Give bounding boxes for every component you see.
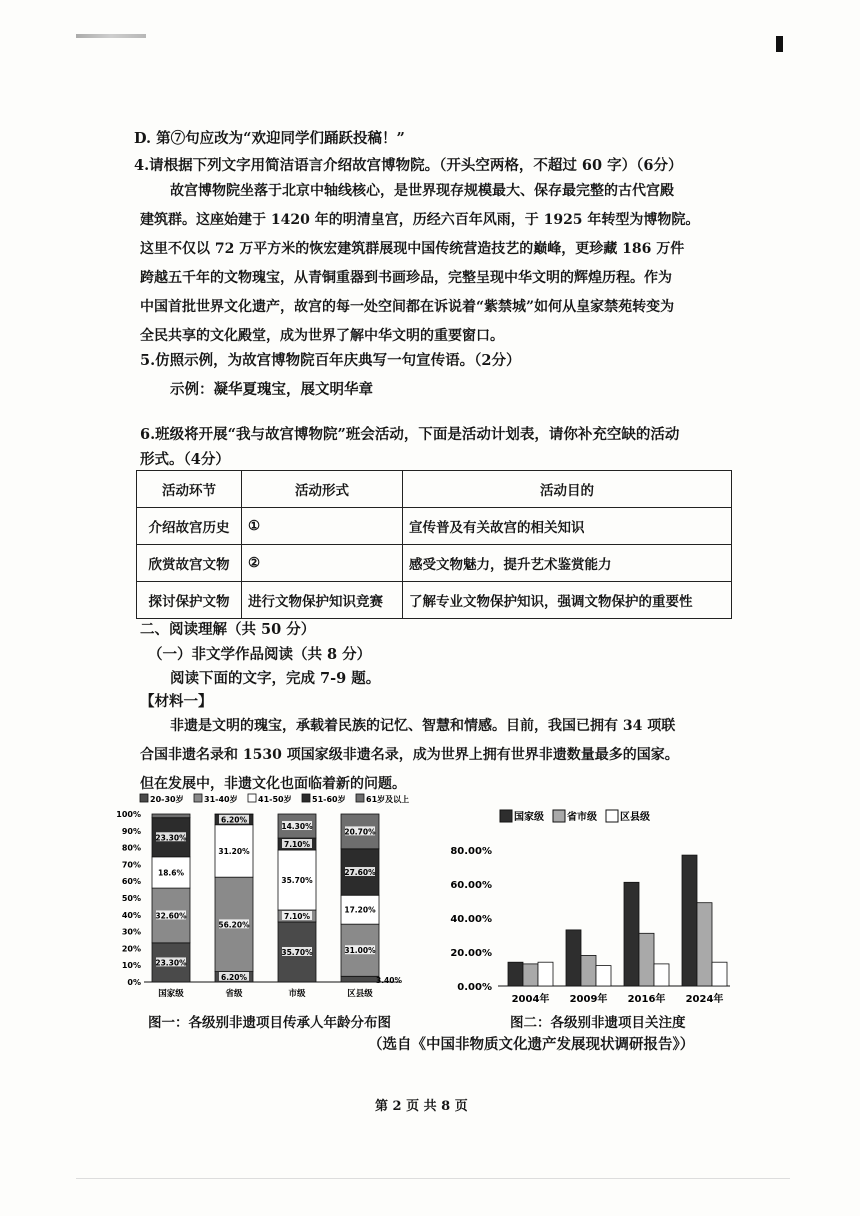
y-tick-label: 20%: [121, 944, 141, 954]
data-label: 17.20%: [344, 905, 376, 915]
data-label: 56.20%: [218, 920, 250, 930]
table-cell: 宣传普及有关故宫的相关知识: [403, 508, 732, 545]
passage-line: 全民共享的文化殿堂，成为世界了解中华文明的重要窗口。: [140, 328, 504, 344]
data-label: 32.60%: [155, 911, 187, 921]
scan-artifact: [76, 34, 146, 38]
legend-label: 国家级: [514, 812, 544, 823]
table-cell: 介绍故宫历史: [137, 508, 242, 545]
divider: [76, 1178, 790, 1179]
table-cell: ②: [242, 545, 403, 582]
legend-label: 31-40岁: [204, 795, 238, 804]
age-distribution-chart: [110, 790, 410, 1006]
legend-swatch: [194, 794, 202, 802]
chart2-caption: 图二：各级别非遗项目关注度: [510, 1015, 686, 1031]
bar-segment: [341, 976, 379, 982]
table-header: 活动目的: [403, 471, 732, 508]
table-cell: 探讨保护文物: [137, 582, 242, 619]
table-row: [137, 582, 732, 619]
bar: [697, 903, 712, 986]
bar: [712, 962, 727, 986]
data-label: 35.70%: [281, 947, 313, 957]
passage-line: 中国首批世界文化遗产，故宫的每一处空间都在诉说着“紫禁城”如何从皇家禁苑转变为: [140, 299, 675, 315]
data-label: 23.30%: [155, 958, 187, 968]
q6-title-cont: 形式。（4分）: [140, 451, 230, 468]
passage-line: 建筑群。这座始建于 1420 年的明清皇宫，历经六百年风雨，于 1925 年转型为博物院。: [140, 212, 700, 228]
table-row: [137, 545, 732, 582]
y-tick-label: 0.00%: [457, 982, 492, 993]
y-tick-label: 30%: [121, 927, 141, 937]
legend-label: 20-30岁: [150, 795, 184, 804]
data-label: 35.70%: [281, 876, 313, 886]
legend-swatch: [302, 794, 310, 802]
y-tick-label: 0%: [127, 978, 141, 987]
data-label: 31.20%: [218, 846, 250, 856]
legend-label: 省市级: [567, 812, 597, 823]
y-tick-label: 70%: [121, 860, 141, 870]
data-label: 3.40%: [375, 976, 403, 986]
material-passage: [140, 712, 710, 799]
y-tick-label: 40.00%: [450, 914, 492, 925]
x-tick-label: 2009年: [569, 994, 608, 1005]
y-tick-label: 60%: [121, 877, 141, 887]
bar: [654, 964, 669, 986]
x-tick-label: 2024年: [685, 994, 724, 1005]
data-label: 20.70%: [344, 827, 376, 837]
data-label: 18.6%: [157, 868, 185, 878]
legend-label: 区县级: [620, 812, 650, 823]
legend-swatch: [606, 810, 618, 822]
data-label: 27.60%: [344, 868, 376, 878]
legend-swatch: [356, 794, 364, 802]
bar: [624, 882, 639, 986]
passage-line: 这里不仅以 72 万平方米的恢宏建筑群展现中国传统营造技艺的巅峰，更珍藏 186 万件: [140, 241, 685, 257]
source-note: （选自《中国非物质文化遗产发展现状调研报告》）: [368, 1036, 695, 1053]
passage-line: 非遗是文明的瑰宝，承载着民族的记忆、智慧和情感。目前，我国已拥有 34 项联: [170, 718, 676, 734]
y-tick-label: 10%: [121, 961, 141, 971]
bar: [523, 964, 538, 986]
x-tick-label: 国家级: [158, 989, 184, 999]
bar: [538, 962, 553, 986]
activity-plan-table: [136, 470, 732, 619]
legend-swatch: [140, 794, 148, 802]
attention-chart: [440, 800, 740, 1012]
y-tick-label: 80%: [121, 843, 141, 853]
bar: [566, 930, 581, 986]
data-label: 7.10%: [283, 911, 311, 921]
chart1-caption: 图一：各级别非遗项目传承人年龄分布图: [148, 1015, 391, 1031]
legend-label: 61岁及以上: [366, 795, 410, 804]
bar: [639, 933, 654, 986]
option-d: D. 第⑦句应改为“欢迎同学们踊跃投稿！”: [134, 130, 405, 147]
y-tick-label: 50%: [121, 894, 141, 903]
x-tick-label: 市级: [288, 989, 306, 999]
x-tick-label: 省级: [225, 989, 243, 999]
q5-title: 5.仿照示例，为故宫博物院百年庆典写一句宣传语。（2分）: [140, 352, 521, 369]
legend-label: 41-50岁: [258, 795, 292, 804]
passage-line: 故宫博物院坐落于北京中轴线核心，是世界现存规模最大、保存最完整的古代宫殿: [170, 183, 674, 199]
legend-swatch: [553, 810, 565, 822]
section-title: 二、阅读理解（共 50 分）: [140, 621, 316, 638]
x-tick-label: 2004年: [511, 994, 550, 1005]
edge-marker: [776, 36, 783, 52]
data-label: 23.30%: [155, 833, 187, 843]
legend-swatch: [248, 794, 256, 802]
page-footer: 第 2 页 共 8 页: [375, 1099, 468, 1114]
data-label: 6.20%: [220, 815, 248, 825]
y-tick-label: 80.00%: [450, 846, 492, 857]
passage-line: 跨越五千年的文物瑰宝，从青铜重器到书画珍品，完整呈现中华文明的辉煌历程。作为: [140, 270, 672, 286]
y-tick-label: 100%: [116, 810, 141, 819]
bar-segment: [152, 814, 190, 818]
q5-example: 示例：凝华夏瑰宝，展文明华章: [170, 381, 373, 398]
q4-title: 4.请根据下列文字用简洁语言介绍故宫博物院。（开头空两格，不超过 60 字）（6分）: [134, 157, 683, 174]
y-tick-label: 40%: [121, 910, 141, 920]
table-header: 活动环节: [137, 471, 242, 508]
legend-swatch: [500, 810, 512, 822]
bar: [508, 962, 523, 986]
y-tick-label: 20.00%: [450, 948, 492, 959]
data-label: 14.30%: [281, 822, 313, 832]
table-cell: 欣赏故宫文物: [137, 545, 242, 582]
y-tick-label: 90%: [121, 826, 141, 836]
bar: [581, 955, 596, 986]
table-header-row: [137, 471, 732, 508]
instruction: 阅读下面的文字，完成 7-9 题。: [170, 670, 381, 687]
y-tick-label: 60.00%: [450, 880, 492, 891]
table-cell: 感受文物魅力，提升艺术鉴赏能力: [403, 545, 732, 582]
table-header: 活动形式: [242, 471, 403, 508]
x-tick-label: 2016年: [627, 994, 666, 1005]
material-label: 【材料一】: [140, 693, 213, 710]
data-label: 7.10%: [283, 840, 311, 850]
legend-label: 51-60岁: [312, 795, 346, 804]
passage-line: 合国非遗名录和 1530 项国家级非遗名录，成为世界上拥有世界非遗数量最多的国家。: [140, 747, 679, 763]
table-cell: 了解专业文物保护知识，强调文物保护的重要性: [403, 582, 732, 619]
table-cell: ①: [242, 508, 403, 545]
data-label: 6.20%: [220, 972, 248, 982]
q4-passage: [140, 177, 710, 351]
bar: [682, 855, 697, 986]
table-cell: 进行文物保护知识竞赛: [242, 582, 403, 619]
table-row: [137, 508, 732, 545]
bar: [596, 966, 611, 986]
q6-title: 6.班级将开展“我与故宫博物院”班会活动，下面是活动计划表，请你补充空缺的活动: [140, 426, 680, 443]
passage-line: 但在发展中，非遗文化也面临着新的问题。: [140, 776, 406, 792]
subsection-title: （一）非文学作品阅读（共 8 分）: [148, 646, 372, 663]
x-tick-label: 区县级: [347, 989, 373, 999]
data-label: 31.00%: [344, 946, 376, 956]
